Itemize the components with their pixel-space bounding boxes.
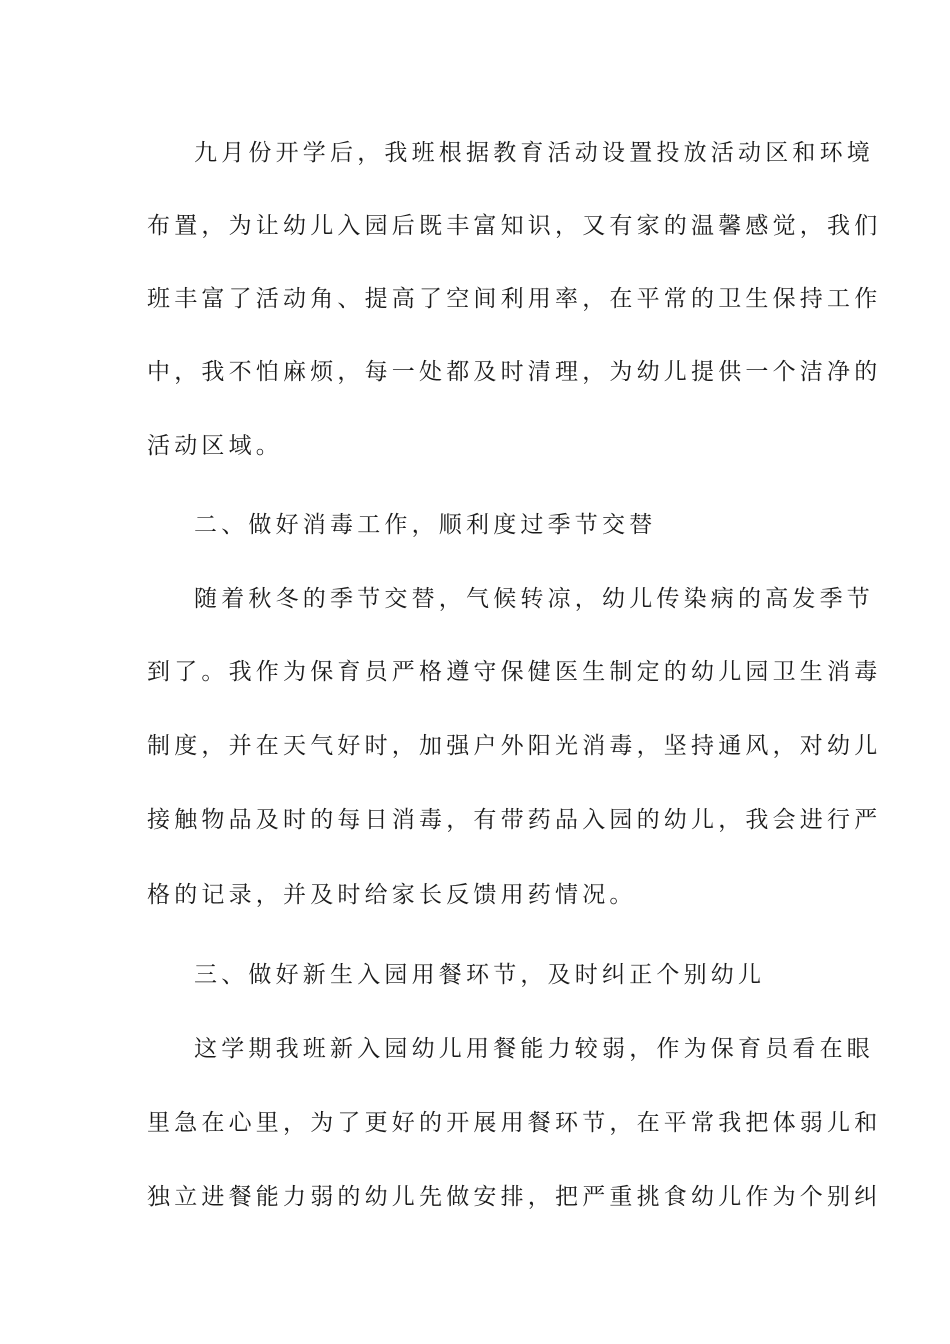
- paragraph-2-line-2: 到了。我作为保育员严格遵守保健医生制定的幼儿园卫生消毒: [147, 659, 882, 685]
- paragraph-1-line-4: 中，我不怕麻烦，每一处都及时清理，为幼儿提供一个洁净的: [147, 359, 882, 385]
- paragraph-1-line-1: 九月份开学后，我班根据教育活动设置投放活动区和环境: [194, 140, 874, 166]
- section-heading-2: 二、做好消毒工作，顺利度过季节交替: [194, 512, 657, 538]
- paragraph-2-line-3: 制度，并在天气好时，加强户外阳光消毒，坚持通风，对幼儿: [147, 733, 882, 759]
- paragraph-3-line-3: 独立进餐能力弱的幼儿先做安排，把严重挑食幼儿作为个别纠: [147, 1184, 882, 1210]
- paragraph-1-line-3: 班丰富了活动角、提高了空间利用率，在平常的卫生保持工作: [147, 286, 882, 312]
- paragraph-1-line-5: 活动区域。: [147, 433, 283, 459]
- section-heading-3: 三、做好新生入园用餐环节，及时纠正个别幼儿: [194, 962, 766, 988]
- paragraph-1-line-2: 布置，为让幼儿入园后既丰富知识，又有家的温馨感觉，我们: [147, 213, 882, 239]
- paragraph-3-line-1: 这学期我班新入园幼儿用餐能力较弱，作为保育员看在眼: [194, 1036, 874, 1062]
- paragraph-2-line-1: 随着秋冬的季节交替，气候转凉，幼儿传染病的高发季节: [194, 586, 874, 612]
- paragraph-2-line-4: 接触物品及时的每日消毒，有带药品入园的幼儿，我会进行严: [147, 807, 882, 833]
- paragraph-2-line-5: 格的记录，并及时给家长反馈用药情况。: [147, 882, 637, 908]
- paragraph-3-line-2: 里急在心里，为了更好的开展用餐环节，在平常我把体弱儿和: [147, 1110, 882, 1136]
